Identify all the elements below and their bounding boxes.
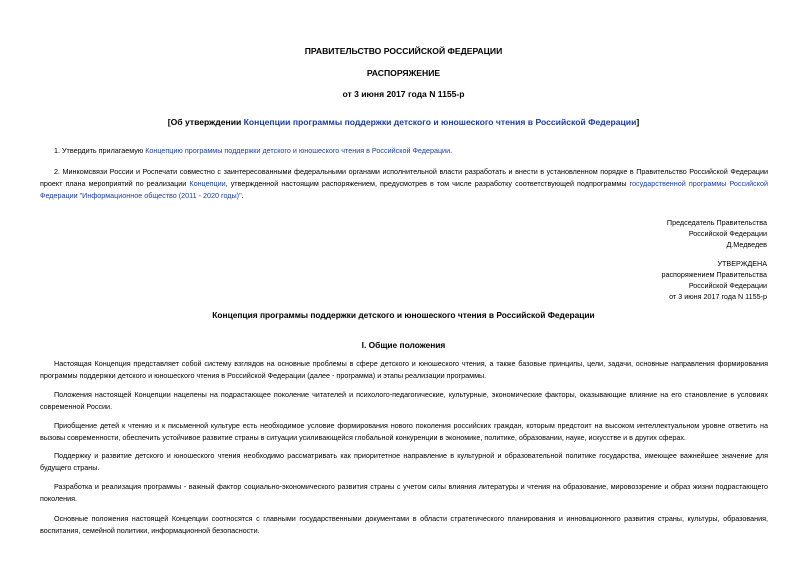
item-1-concept-link[interactable]: Концепцию программы поддержки детского и юношеского чтения в Российской Федерации [145,146,451,155]
title-close-bracket: ] [636,117,640,127]
concept-paragraph: Положения настоящей Концепции нацелены на подрастающее поколение читателей и психолого-педагогические, культурные, экономические факторы, оказывающие влияние на его становление в условиях современной России. [40,390,768,411]
concept-paragraph: Основные положения настоящей Концепции соотносятся с главными государственными документами в области стратегического планирования и инновационного развития страны, культуры, образования, воспитания, семейной политики, информационной безопасности. [40,514,768,535]
document-title [0,117,807,127]
approval-by: распоряжением Правительства [661,270,767,279]
doc-date-number: от 3 июня 2017 года N 1155-р [342,89,465,99]
concept-paragraph: Приобщение детей к чтению и к письменной культуре есть необходимое условие формирования нового поколения российских граждан, которым предстоит на высоком интеллектуальном уровне ответить на вызовы современности, обеспечить устойчивое развитие страны в ситуации усиливающейся глобальной конкуренции в экономике, политике, образовании, науке, искусстве и в других сферах. [40,421,768,442]
item-2-text-2: , утвержденной настоящим распоряжением, предусмотрев в том числе разработку соответствующей подпрограммы [225,179,630,188]
approval-date: от 3 июня 2017 года N 1155-р [669,292,767,301]
doc-type-heading: РАСПОРЯЖЕНИЕ [366,68,441,78]
section-heading: I. Общие положения [361,340,446,350]
item-1-paragraph [40,145,768,157]
signature-country: Российской Федерации [688,229,767,238]
concept-paragraph: Разработка и реализация программы - важный фактор социально-экономического развития страны с учетом силы влияния литературы и чтения на образование, мировоззрение и образ жизни подрастающего поколения. [40,482,768,503]
signature-position: Председатель Правительства [666,218,767,227]
signature-block [467,217,767,250]
approval-block [467,258,767,302]
item-2-text-1: 2. Минкомсвязи России и Роспечати совместно с заинтересованными федеральными органами исполнительной власти разработать и внести в установленном порядке в Правительство Российской Федерации проект плана мероприятий по реализации [40,167,768,188]
item-2-text-3: . [241,191,244,200]
item-1-suffix: . [450,146,453,155]
government-heading: ПРАВИТЕЛЬСТВО РОССИЙСКОЙ ФЕДЕРАЦИИ [304,46,503,56]
approval-heading: УТВЕРЖДЕНА [717,259,767,268]
item-1-text: 1. Утвердить прилагаемую [54,146,146,155]
concept-paragraph: Настоящая Концепция представляет собой систему взглядов на основные проблемы в сфере детского и юношеского чтения, а также базовые принципы, цели, задачи, основные направления формирования программы поддержки детского и юношеского чтения в Российской Федерации (далее - программа) и этапы реализации программы. [40,359,768,380]
approval-country: Российской Федерации [688,281,767,290]
concept-title: Концепция программы поддержки детского и юношеского чтения в Российской Федерации [212,310,595,320]
title-concept-link[interactable]: Концепции программы поддержки детского и юношеского чтения в Российской Федерации [243,117,637,127]
item-2-paragraph [40,166,768,202]
concept-paragraph: Поддержку и развитие детского и юношеского чтения необходимо рассматривать как приоритетное направление в культурной и образовательной политике государства, имеющее важнейшее значение для будущего страны. [40,451,768,472]
item-2-program-link[interactable]: государственной программы Российской Федерации "Информационное общество (2011 - 2020 годы)" [40,179,768,200]
item-2-concept-link[interactable]: Концепции [189,179,226,188]
title-open-bracket: [Об утверждении [167,117,244,127]
signature-name: Д.Медведев [726,240,767,249]
